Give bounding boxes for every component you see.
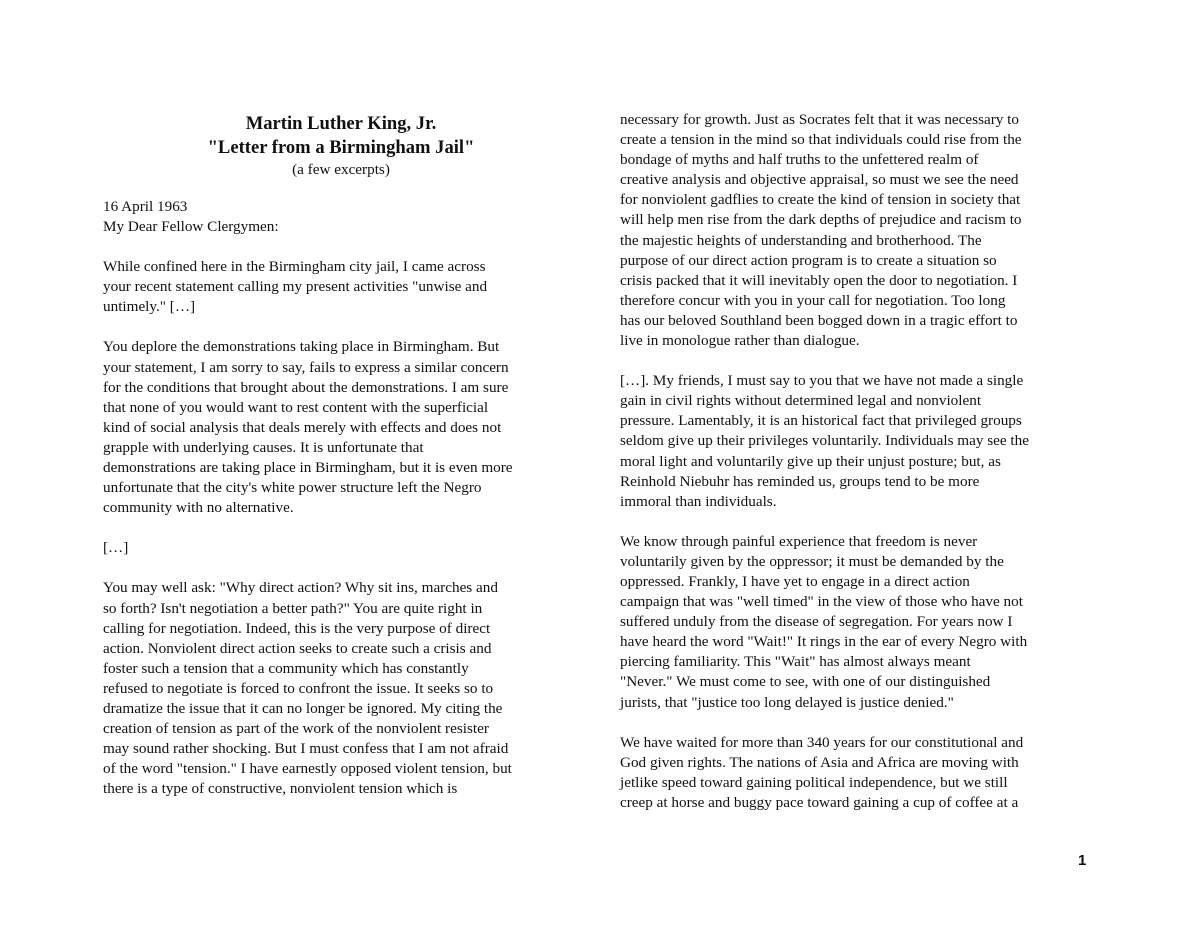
left-column	[103, 110, 581, 819]
salutation: My Dear Fellow Clergymen:	[103, 218, 279, 236]
page-number: 1	[1078, 852, 1087, 869]
ellipsis-paragraph: […]	[103, 539, 129, 557]
date-salutation-block	[103, 197, 581, 237]
title-block	[103, 112, 579, 180]
paragraph: While confined here in the Birmingham city jail, I came across your recent statement calling my present activities "unwise and untimely." […]	[103, 258, 488, 316]
letter-date: 16 April 1963	[103, 198, 188, 215]
letter-title: "Letter from a Birmingham Jail"	[207, 137, 475, 158]
subtitle: (a few excerpts)	[292, 161, 390, 178]
paragraph: You may well ask: "Why direct action? Why sit ins, marches and so forth? Isn't negotiation a better path?" You are quite right in calling for negotiation. Indeed, this is the very purpose of direct action. Nonviolent direct action seeks to create such a crisis and foster such a tension that a community which has constantly refused to negotiate is forced to confront the issue. It seeks so to dramatize the issue that it can no longer be ignored. My citing the creation of tension as part of the work of the nonviolent resister may sound rather shocking. But I must confess that I am not afraid of the word "tension." I have earnestly opposed violent tension, but there is a type of constructive, nonviolent tension which is	[103, 579, 512, 798]
paragraph: necessary for growth. Just as Socrates felt that it was necessary to create a tension in the mind so that individuals could rise from the bondage of myths and half truths to the unfettered realm of creative analysis and objective appraisal, so must we see the need for nonviolent gadflies to create the kind of tension in society that will help men rise from the dark depths of prejudice and racism to the majestic heights of understanding and brotherhood. The purpose of our direct action program is to create a situation so crisis packed that it will inevitably open the door to negotiation. I therefore concur with you in your call for negotiation. Too long has our beloved Southland been bogged down in a tragic effort to live in monologue rather than dialogue.	[620, 111, 1022, 350]
paragraph: […]. My friends, I must say to you that we have not made a single gain in civil rights without determined legal and nonviolent pressure. Lamentably, it is an historical fact that privileged groups seldom give up their privileges voluntarily. Individuals may see the moral light and voluntarily give up their unjust posture; but, as Reinhold Niebuhr has reminded us, groups tend to be more immoral than individuals.	[620, 372, 1029, 510]
paragraph: We have waited for more than 340 years for our constitutional and God given rights. The nations of Asia and Africa are moving with jetlike speed toward gaining political independence, but we still creep at horse and buggy pace toward gaining a cup of coffee at a	[620, 733, 1024, 811]
right-column	[620, 110, 1098, 833]
author-heading: Martin Luther King, Jr.	[245, 113, 437, 134]
paragraph: We know through painful experience that freedom is never voluntarily given by the oppressor; it must be demanded by the oppressed. Frankly, I have yet to engage in a direct action campaign that was "well timed" in the view of those who have not suffered unduly from the disease of segregation. For years now I have heard the word "Wait!" It rings in the ear of every Negro with piercing familiarity. This "Wait" has almost always meant "Never." We must come to see, with one of our distinguished jurists, that "justice too long delayed is justice denied."	[620, 532, 1028, 711]
paragraph: You deplore the demonstrations taking place in Birmingham. But your statement, I am sorry to say, fails to express a similar concern for the conditions that brought about the demonstrations. I am sure that none of you would want to rest content with the superficial kind of social analysis that deals merely with effects and does not grapple with underlying causes. It is unfortunate that demonstrations are taking place in Birmingham, but it is even more unfortunate that the city's white power structure left the Negro community with no alternative.	[103, 338, 513, 517]
